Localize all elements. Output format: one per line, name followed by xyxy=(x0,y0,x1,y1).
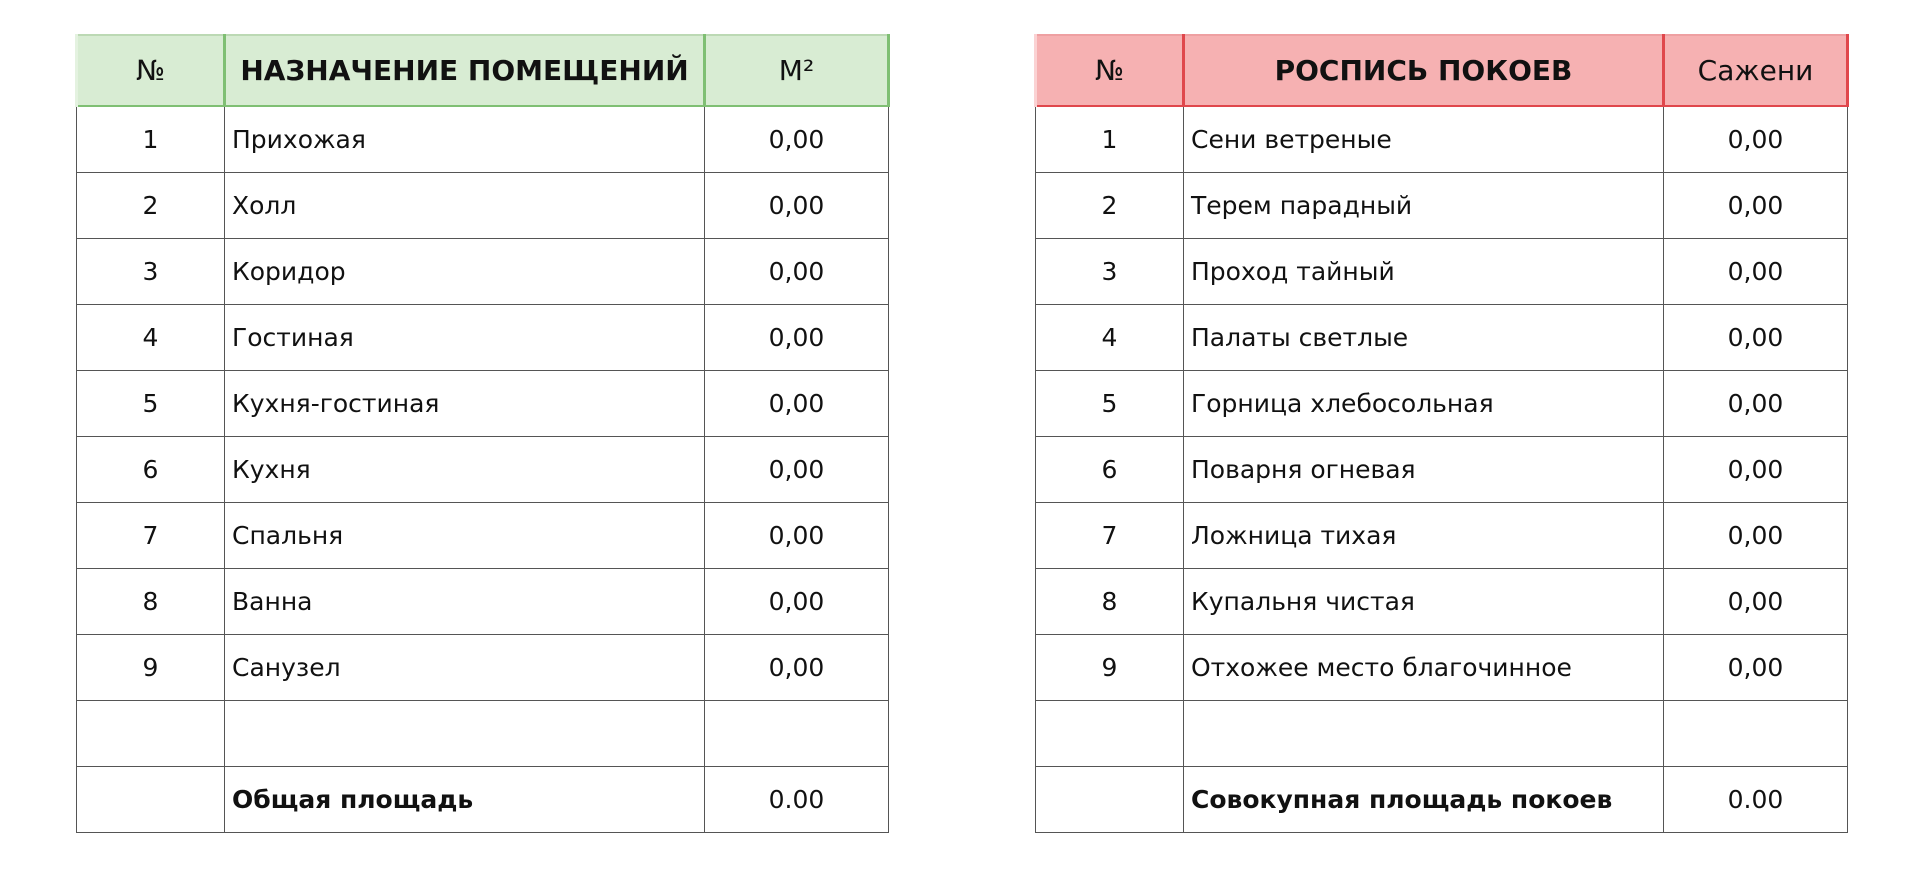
empty-cell xyxy=(1184,701,1664,767)
row-number-cell: 4 xyxy=(1036,305,1184,371)
room-name-cell: Купальня чистая xyxy=(1184,569,1664,635)
table-row xyxy=(77,106,889,173)
chambers-list-table xyxy=(1034,34,1849,833)
area-value-cell: 0,00 xyxy=(1664,371,1848,437)
area-value-cell: 0,00 xyxy=(1664,305,1848,371)
table-row xyxy=(77,635,889,701)
area-value-cell: 0,00 xyxy=(705,371,889,437)
row-number-cell: 1 xyxy=(1036,106,1184,173)
empty-row xyxy=(77,701,889,767)
total-row xyxy=(77,767,889,833)
area-value-cell: 0,00 xyxy=(705,635,889,701)
room-name-cell: Поварня огневая xyxy=(1184,437,1664,503)
table-row xyxy=(1036,437,1848,503)
table-row xyxy=(1036,503,1848,569)
total-label-cell: Общая площадь xyxy=(225,767,705,833)
table-row xyxy=(1036,371,1848,437)
room-name-cell: Ложница тихая xyxy=(1184,503,1664,569)
column-header-sazheni: Сажени xyxy=(1664,35,1848,106)
row-number-cell: 6 xyxy=(1036,437,1184,503)
table-row xyxy=(1036,239,1848,305)
row-number-cell: 1 xyxy=(77,106,225,173)
area-value-cell: 0,00 xyxy=(705,106,889,173)
empty-cell xyxy=(1036,701,1184,767)
area-value-cell: 0,00 xyxy=(1664,503,1848,569)
area-value-cell: 0,00 xyxy=(1664,569,1848,635)
row-number-cell: 8 xyxy=(77,569,225,635)
row-number-cell: 7 xyxy=(1036,503,1184,569)
area-value-cell: 0,00 xyxy=(1664,239,1848,305)
area-value-cell: 0,00 xyxy=(1664,635,1848,701)
column-header-number: № xyxy=(1036,35,1184,106)
table-row xyxy=(77,437,889,503)
column-header-room-purpose: НАЗНАЧЕНИЕ ПОМЕЩЕНИЙ xyxy=(225,35,705,106)
table-row xyxy=(77,305,889,371)
room-name-cell: Спальня xyxy=(225,503,705,569)
table-row xyxy=(77,239,889,305)
empty-cell xyxy=(705,701,889,767)
table-row xyxy=(1036,305,1848,371)
row-number-cell: 8 xyxy=(1036,569,1184,635)
area-value-cell: 0,00 xyxy=(705,503,889,569)
room-name-cell: Сени ветреные xyxy=(1184,106,1664,173)
row-number-cell: 2 xyxy=(77,173,225,239)
area-value-cell: 0,00 xyxy=(705,239,889,305)
area-value-cell: 0,00 xyxy=(705,437,889,503)
area-value-cell: 0,00 xyxy=(705,173,889,239)
area-value-cell: 0,00 xyxy=(1664,437,1848,503)
room-name-cell: Ванна xyxy=(225,569,705,635)
column-header-area-m2: М² xyxy=(705,35,889,106)
row-number-cell: 5 xyxy=(77,371,225,437)
table-row xyxy=(77,503,889,569)
room-name-cell: Холл xyxy=(225,173,705,239)
total-value-cell: 0.00 xyxy=(1664,767,1848,833)
empty-cell xyxy=(1664,701,1848,767)
rooms-purpose-table xyxy=(75,34,890,833)
row-number-cell: 7 xyxy=(77,503,225,569)
empty-cell xyxy=(77,701,225,767)
room-name-cell: Палаты светлые xyxy=(1184,305,1664,371)
total-label-cell: Совокупная площадь покоев xyxy=(1184,767,1664,833)
column-header-number: № xyxy=(77,35,225,106)
row-number-cell: 6 xyxy=(77,437,225,503)
column-header-chambers-list: РОСПИСЬ ПОКОЕВ xyxy=(1184,35,1664,106)
row-number-cell: 5 xyxy=(1036,371,1184,437)
room-name-cell: Кухня-гостиная xyxy=(225,371,705,437)
room-name-cell: Горница хлебосольная xyxy=(1184,371,1664,437)
room-name-cell: Санузел xyxy=(225,635,705,701)
room-name-cell: Терем парадный xyxy=(1184,173,1664,239)
room-name-cell: Прихожая xyxy=(225,106,705,173)
empty-cell xyxy=(77,767,225,833)
row-number-cell: 3 xyxy=(77,239,225,305)
total-row xyxy=(1036,767,1848,833)
room-name-cell: Коридор xyxy=(225,239,705,305)
total-value-cell: 0.00 xyxy=(705,767,889,833)
table-row xyxy=(1036,106,1848,173)
table-row xyxy=(77,173,889,239)
row-number-cell: 9 xyxy=(1036,635,1184,701)
area-value-cell: 0,00 xyxy=(1664,106,1848,173)
table-row xyxy=(77,569,889,635)
row-number-cell: 2 xyxy=(1036,173,1184,239)
row-number-cell: 9 xyxy=(77,635,225,701)
row-number-cell: 3 xyxy=(1036,239,1184,305)
table-row xyxy=(1036,569,1848,635)
room-name-cell: Отхожее место благочинное xyxy=(1184,635,1664,701)
table-row xyxy=(1036,173,1848,239)
empty-cell xyxy=(1036,767,1184,833)
area-value-cell: 0,00 xyxy=(1664,173,1848,239)
area-value-cell: 0,00 xyxy=(705,569,889,635)
room-name-cell: Кухня xyxy=(225,437,705,503)
table-header-row xyxy=(1036,35,1848,106)
table-row xyxy=(1036,635,1848,701)
table-row xyxy=(77,371,889,437)
area-value-cell: 0,00 xyxy=(705,305,889,371)
empty-cell xyxy=(225,701,705,767)
empty-row xyxy=(1036,701,1848,767)
room-name-cell: Проход тайный xyxy=(1184,239,1664,305)
table-header-row xyxy=(77,35,889,106)
room-name-cell: Гостиная xyxy=(225,305,705,371)
row-number-cell: 4 xyxy=(77,305,225,371)
